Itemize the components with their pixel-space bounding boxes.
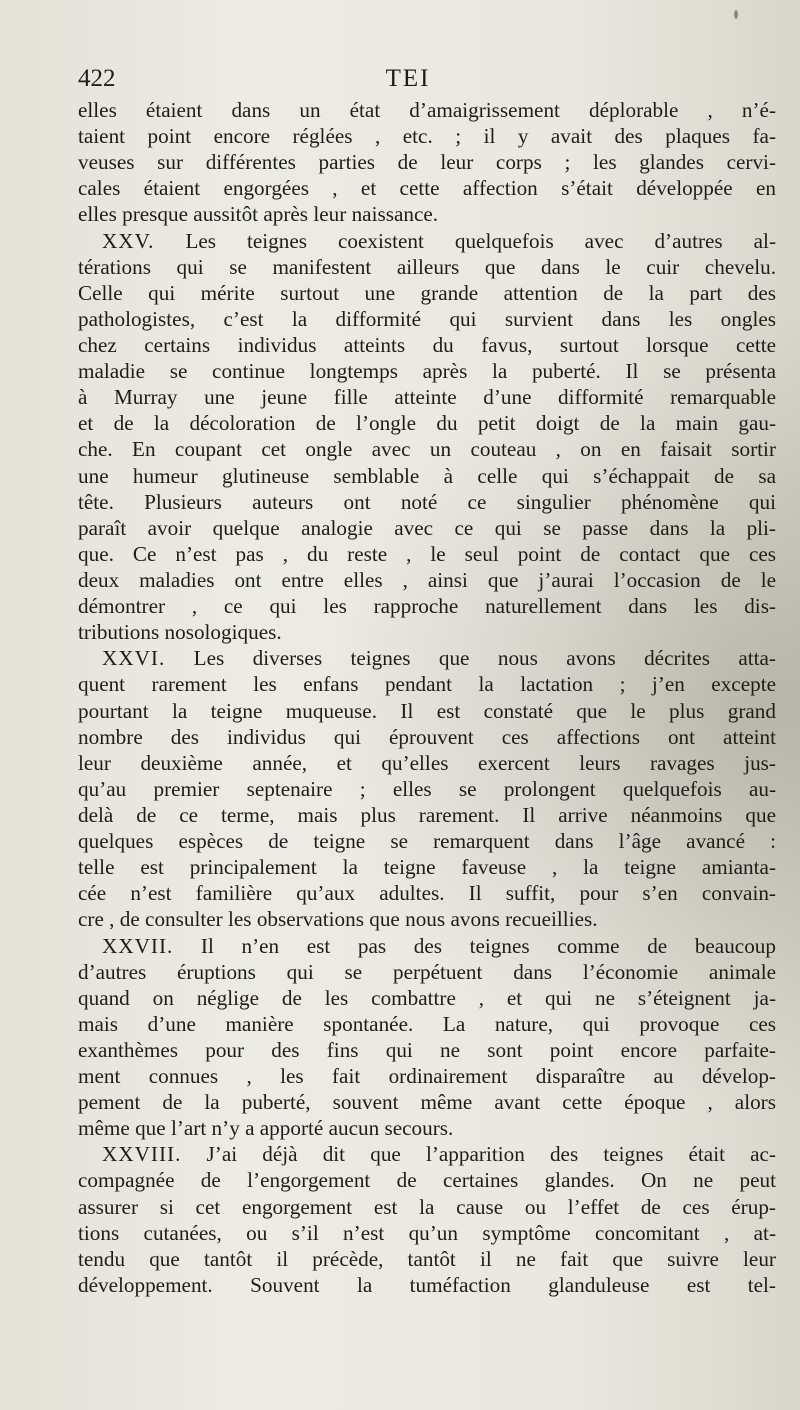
text-line (78, 906, 776, 932)
text-line (78, 802, 776, 828)
line-text: chez certains individus atteints du favus, surtout lorsque cette (78, 332, 776, 357)
text-line (78, 280, 776, 306)
text-line (78, 1272, 776, 1298)
text-line (78, 1063, 776, 1089)
line-text: et de la décoloration de l’ongle du petit doigt de la main gau- (78, 411, 776, 436)
text-line (78, 201, 776, 227)
text-line (78, 1011, 776, 1037)
body-text (78, 97, 776, 1298)
line-text: elles étaient dans un état d’amaigrissement déplorable , n’é- (78, 98, 776, 122)
text-line (78, 175, 776, 201)
text-line (78, 985, 776, 1011)
text-line (78, 332, 776, 358)
text-line (78, 724, 776, 750)
text-line (78, 1194, 776, 1220)
text-line (78, 1246, 776, 1272)
text-line (78, 698, 776, 724)
section-numeral: XXV. (102, 228, 155, 253)
text-line (78, 463, 776, 489)
line-text: assurer si cet engorgement est la cause ou l’effet de ces érup- (78, 1194, 776, 1219)
line-text: cre , de consulter les observations que nous avons recueillies. (78, 907, 598, 932)
line-text: ment connues , les fait ordinairement disparaître au dévelop- (78, 1064, 776, 1089)
line-text: maladie se continue longtemps après la puberté. Il se présenta (78, 359, 776, 384)
line-text: tributions nosologiques. (78, 620, 282, 645)
line-text: que. Ce n’est pas , du reste , le seul point de contact que ces (78, 541, 776, 566)
line-text: cales étaient engorgées , et cette affection s’était développée en (78, 176, 776, 201)
text-line (78, 384, 776, 410)
section-numeral: XXVII. (102, 933, 174, 958)
line-text: veuses sur différentes parties de leur corps ; les glandes cervi- (78, 150, 776, 175)
line-text: qu’au premier septenaire ; elles se prolongent quelquefois au- (78, 776, 776, 801)
text-line (78, 149, 776, 175)
text-line (78, 567, 776, 593)
line-text: quand on néglige de les combattre , et qui ne s’éteignent ja- (78, 985, 776, 1010)
text-line (78, 1089, 776, 1115)
line-text: J’ai déjà dit que l’apparition des teignes était ac- (181, 1142, 776, 1167)
line-text: nombre des individus qui éprouvent ces affections ont atteint (78, 724, 776, 749)
text-line (78, 1220, 776, 1246)
text-line (78, 228, 776, 254)
text-line (78, 410, 776, 436)
section-numeral: XXVIII. (102, 1142, 182, 1167)
line-text: pourtant la teigne muqueuse. Il est constaté que le plus grand (78, 698, 776, 723)
line-text: che. En coupant cet ongle avec un couteau , on en faisait sortir (78, 437, 776, 462)
line-text: paraît avoir quelque analogie avec ce qui se passe dans la pli- (78, 515, 776, 540)
ink-spot (734, 10, 738, 19)
text-line (78, 97, 776, 123)
line-text: pathologistes, c’est la difformité qui survient dans les ongles (78, 306, 776, 331)
text-line (78, 1141, 776, 1167)
line-text: tions cutanées, ou s’il n’est qu’un symptôme concomitant , at- (78, 1220, 776, 1245)
text-line (78, 541, 776, 567)
text-line (78, 854, 776, 880)
line-text: elles presque aussitôt après leur naissance. (78, 202, 439, 227)
line-text: Celle qui mérite surtout une grande attention de la part des (78, 280, 776, 305)
line-text: pement de la puberté, souvent même avant cette époque , alors (78, 1090, 776, 1115)
line-text: tête. Plusieurs auteurs ont noté ce singulier phénomène qui (78, 489, 776, 514)
page-number: 422 (78, 65, 116, 92)
line-text: taient point encore réglées , etc. ; il y avait des plaques fa- (78, 124, 776, 149)
line-text: quelques espèces de teigne se remarquent dans l’âge avancé : (78, 829, 776, 854)
text-line (78, 933, 776, 959)
line-text: quent rarement les enfans pendant la lactation ; j’en excepte (78, 672, 776, 697)
text-line (78, 1115, 776, 1141)
text-line (78, 828, 776, 854)
line-text: térations qui se manifestent ailleurs que dans le cuir chevelu. (78, 254, 776, 279)
line-text: une humeur glutineuse semblable à celle qui s’échappait de sa (78, 463, 776, 488)
line-text: deux maladies ont entre elles , ainsi que j’aurai l’occasion de le (78, 567, 776, 592)
line-text: développement. Souvent la tuméfaction glanduleuse est tel- (78, 1272, 776, 1297)
line-text: Les teignes coexistent quelquefois avec d’autres al- (154, 228, 776, 253)
line-text: cée n’est familière qu’aux adultes. Il suffit, pour s’en convain- (78, 881, 776, 906)
line-text: telle est principalement la teigne faveuse , la teigne amianta- (78, 855, 776, 880)
line-text: même que l’art n’y a apporté aucun secours. (78, 1116, 454, 1141)
text-line (78, 645, 776, 671)
line-text: compagnée de l’engorgement de certaines glandes. On ne peut (78, 1168, 776, 1193)
text-line (78, 515, 776, 541)
text-line (78, 671, 776, 697)
line-text: Les diverses teignes que nous avons décrites atta- (165, 646, 776, 671)
text-line (78, 123, 776, 149)
section-numeral: XXVI. (102, 646, 166, 671)
line-text: démontrer , ce qui les rapproche naturellement dans les dis- (78, 594, 776, 619)
text-line (78, 880, 776, 906)
text-line (78, 489, 776, 515)
text-line (78, 306, 776, 332)
text-line (78, 776, 776, 802)
line-text: leur deuxième année, et qu’elles exercent leurs ravages jus- (78, 750, 776, 775)
running-head: TEI (385, 65, 431, 92)
text-line (78, 1037, 776, 1063)
text-line (78, 959, 776, 985)
text-line (78, 1167, 776, 1193)
line-text: à Murray une jeune fille atteinte d’une difformité remarquable (78, 385, 776, 410)
text-line (78, 254, 776, 280)
line-text: tendu que tantôt il précède, tantôt il ne fait que suivre leur (78, 1246, 776, 1271)
text-line (78, 619, 776, 645)
text-line (78, 750, 776, 776)
line-text: d’autres éruptions qui se perpétuent dans l’économie animale (78, 959, 776, 984)
text-line (78, 436, 776, 462)
text-line (78, 593, 776, 619)
page-header (78, 62, 738, 96)
line-text: Il n’en est pas des teignes comme de beaucoup (173, 933, 776, 958)
line-text: mais d’une manière spontanée. La nature, qui provoque ces (78, 1011, 776, 1036)
line-text: delà de ce terme, mais plus rarement. Il arrive néanmoins que (78, 802, 776, 827)
line-text: exanthèmes pour des fins qui ne sont point encore parfaite- (78, 1037, 776, 1062)
text-line (78, 358, 776, 384)
